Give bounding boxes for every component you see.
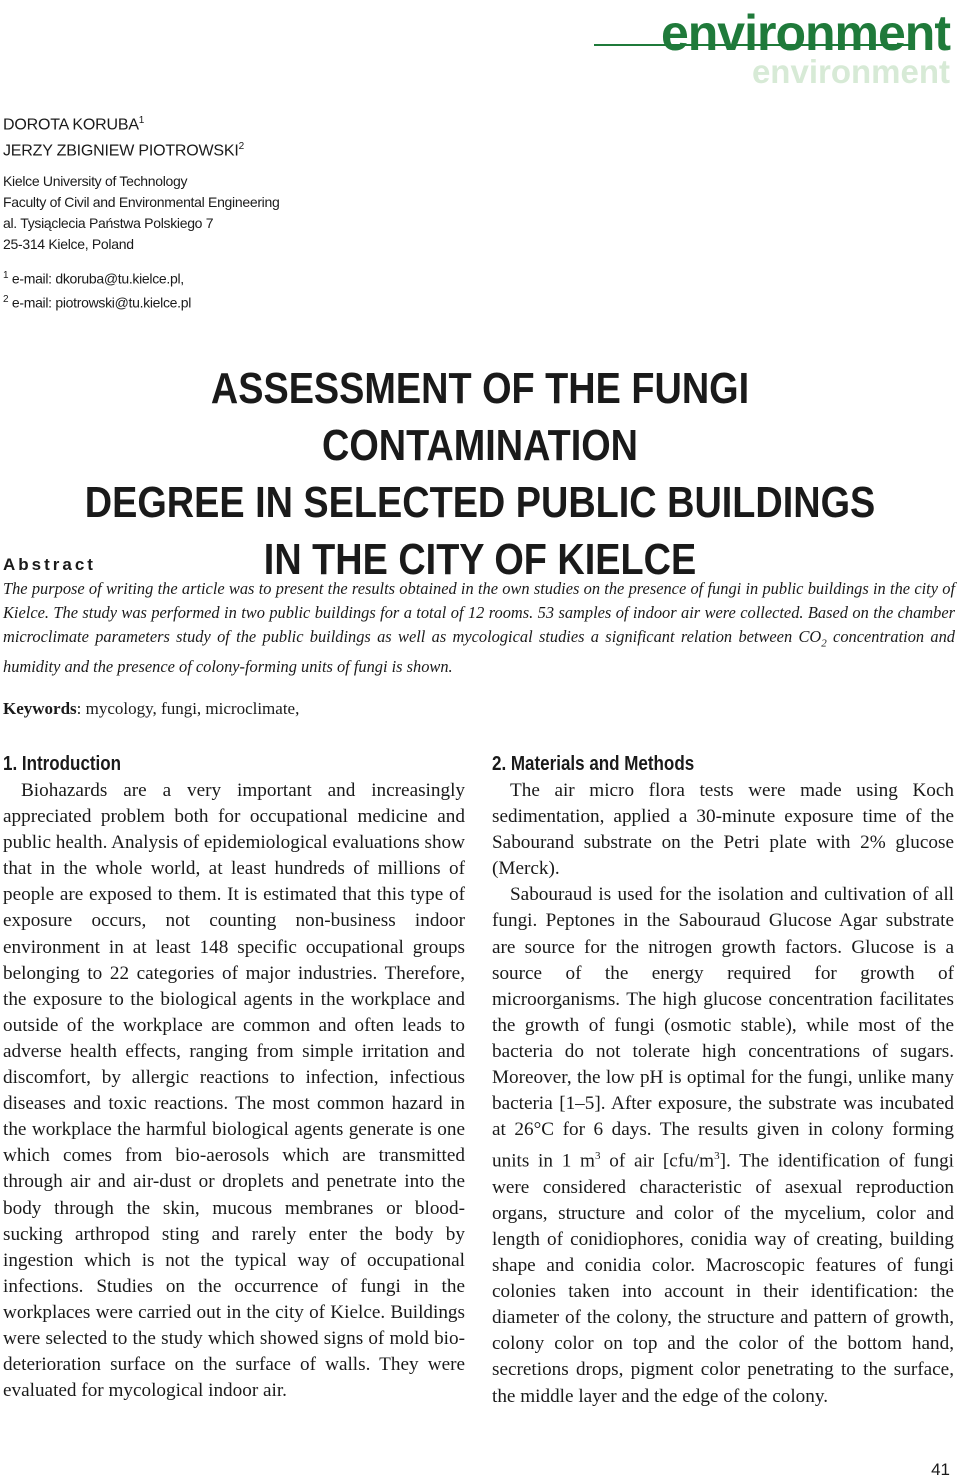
column-left bbox=[3, 750, 465, 1404]
email-2: $^2$ e-mail: piotrowski@tu.kielce.pl bbox=[3, 294, 192, 311]
paper-title: ASSESSMENT OF THE FUNGI CONTAMINATION DEGREE IN SELECTED PUBLIC BUILDINGS IN THE CITY OF KIELCE bbox=[84, 364, 876, 584]
page-number: 41 bbox=[931, 1460, 950, 1479]
abstract-text: The purpose of writing the article was to present the results obtained in the own studies on the presence of fungi in public buildings in the city of Kielce. The study was performed in two public buildings for a total of 12 rooms. 53 samples of indoor air were collected. Based on the chamber microclimate parameters study of the public buildings as well as mycological studies a significant relation between $CO_2$ concentration and humidity and the presence of colony-forming units of fungi is shown. bbox=[3, 579, 955, 677]
logo-primary-word: environment bbox=[660, 5, 950, 61]
abstract-heading: Abstract bbox=[3, 555, 96, 574]
introduction-paragraph: Biohazards are a very important and increasingly appreciated problem both for occupational medicine and public health. Analysis of epidemiological evaluations show that in the whole world, at least hundreds of millions of people are exposed to them. It is estimated that this type of exposure occurs, not counting non-business indoor environment in at least 148 specific occupational groups belonging to 22 categories of major industries. Therefore, the exposure to the biological agents in the workplace and outside of the workplace are common and often leads to adverse health effects, ranging from simple irritation and discomfort, by allergic reactions to infection, infectious diseases and toxic reactions. The most common hazard in the workplace the harmful biological agents generate is one which comes from bio-aerosols which are transmitted through air and air-dust or droplets and penetrate into the body through the skin, mucous membranes or blood-sucking arthropod sting and rarely enter the body by ingestion which is not the typical way of occupational infections. Studies on the occurrence of fungi in the workplaces were carried out in the city of Kielce. Buildings were selected to the study which showed signs of mold bio-deterioration surface on the surface of walls. They were evaluated for mycological indoor air. bbox=[3, 780, 466, 1402]
author-emails bbox=[3, 265, 279, 314]
section-heading-methods: 2. Materials and Methods bbox=[492, 753, 695, 775]
author-block bbox=[3, 110, 279, 314]
journal-logo bbox=[594, 6, 954, 90]
author-1: DOROTA KORUBA$^1$ bbox=[3, 115, 145, 134]
author-2: JERZY ZBIGNIEW PIOTROWSKI$^2$ bbox=[3, 141, 244, 160]
affiliation: Kielce University of Technology Faculty of Civil and Environmental Engineering al. Tysiąclecia Państwa Polskiego 7 25-314 Kielce, Poland bbox=[3, 172, 280, 252]
methods-paragraph-2: Sabouraud is used for the isolation and cultivation of all fungi. Peptones in the Sabouraud Glucose Agar substrate are source for the nitrogen growth factors. Glucose is a source of the energy required for growth of microorganisms. The high glucose concentration facilitates the growth of fungi (osmotic stable), while most of the bacteria do not tolerate high concentrations of sugars. Moreover, the low pH is optimal for the fungi, unlike many bacteria [1–5]. After exposure, the substrate was incubated at 26°C for 6 days. The results given in colony forming units in 1 $m^3$ of air $[cfu/m^3]$. The identification of fungi were considered characteristic of asexual reproduction organs, structure and color of the mycelium, color and length of conidiophores, conidia way of creating, building shape and conidia color. Macroscopic features of fungi colonies taken into account in their identification: the diameter of the colony, the structure and pattern of growth, colony color on top and the color of the bottom hand, secretions drops, pigment color penetrating to the surface, the middle layer and the edge of the colony. bbox=[492, 884, 954, 1407]
abstract bbox=[3, 555, 955, 679]
keywords: Keywords: mycology, fungi, microclimate, bbox=[3, 699, 300, 718]
column-right bbox=[492, 750, 954, 1410]
section-heading-introduction: 1. Introduction bbox=[3, 753, 122, 775]
logo-secondary-word: environment bbox=[751, 53, 950, 90]
email-1: $^1$ e-mail: dkoruba@tu.kielce.pl, bbox=[3, 269, 184, 287]
methods-paragraph-1: The air micro flora tests were made using Koch sedimentation, applied a 30-minute exposure time of the Sabourand substrate on the Petri plate with 2% glucose (Merck). bbox=[492, 780, 954, 880]
